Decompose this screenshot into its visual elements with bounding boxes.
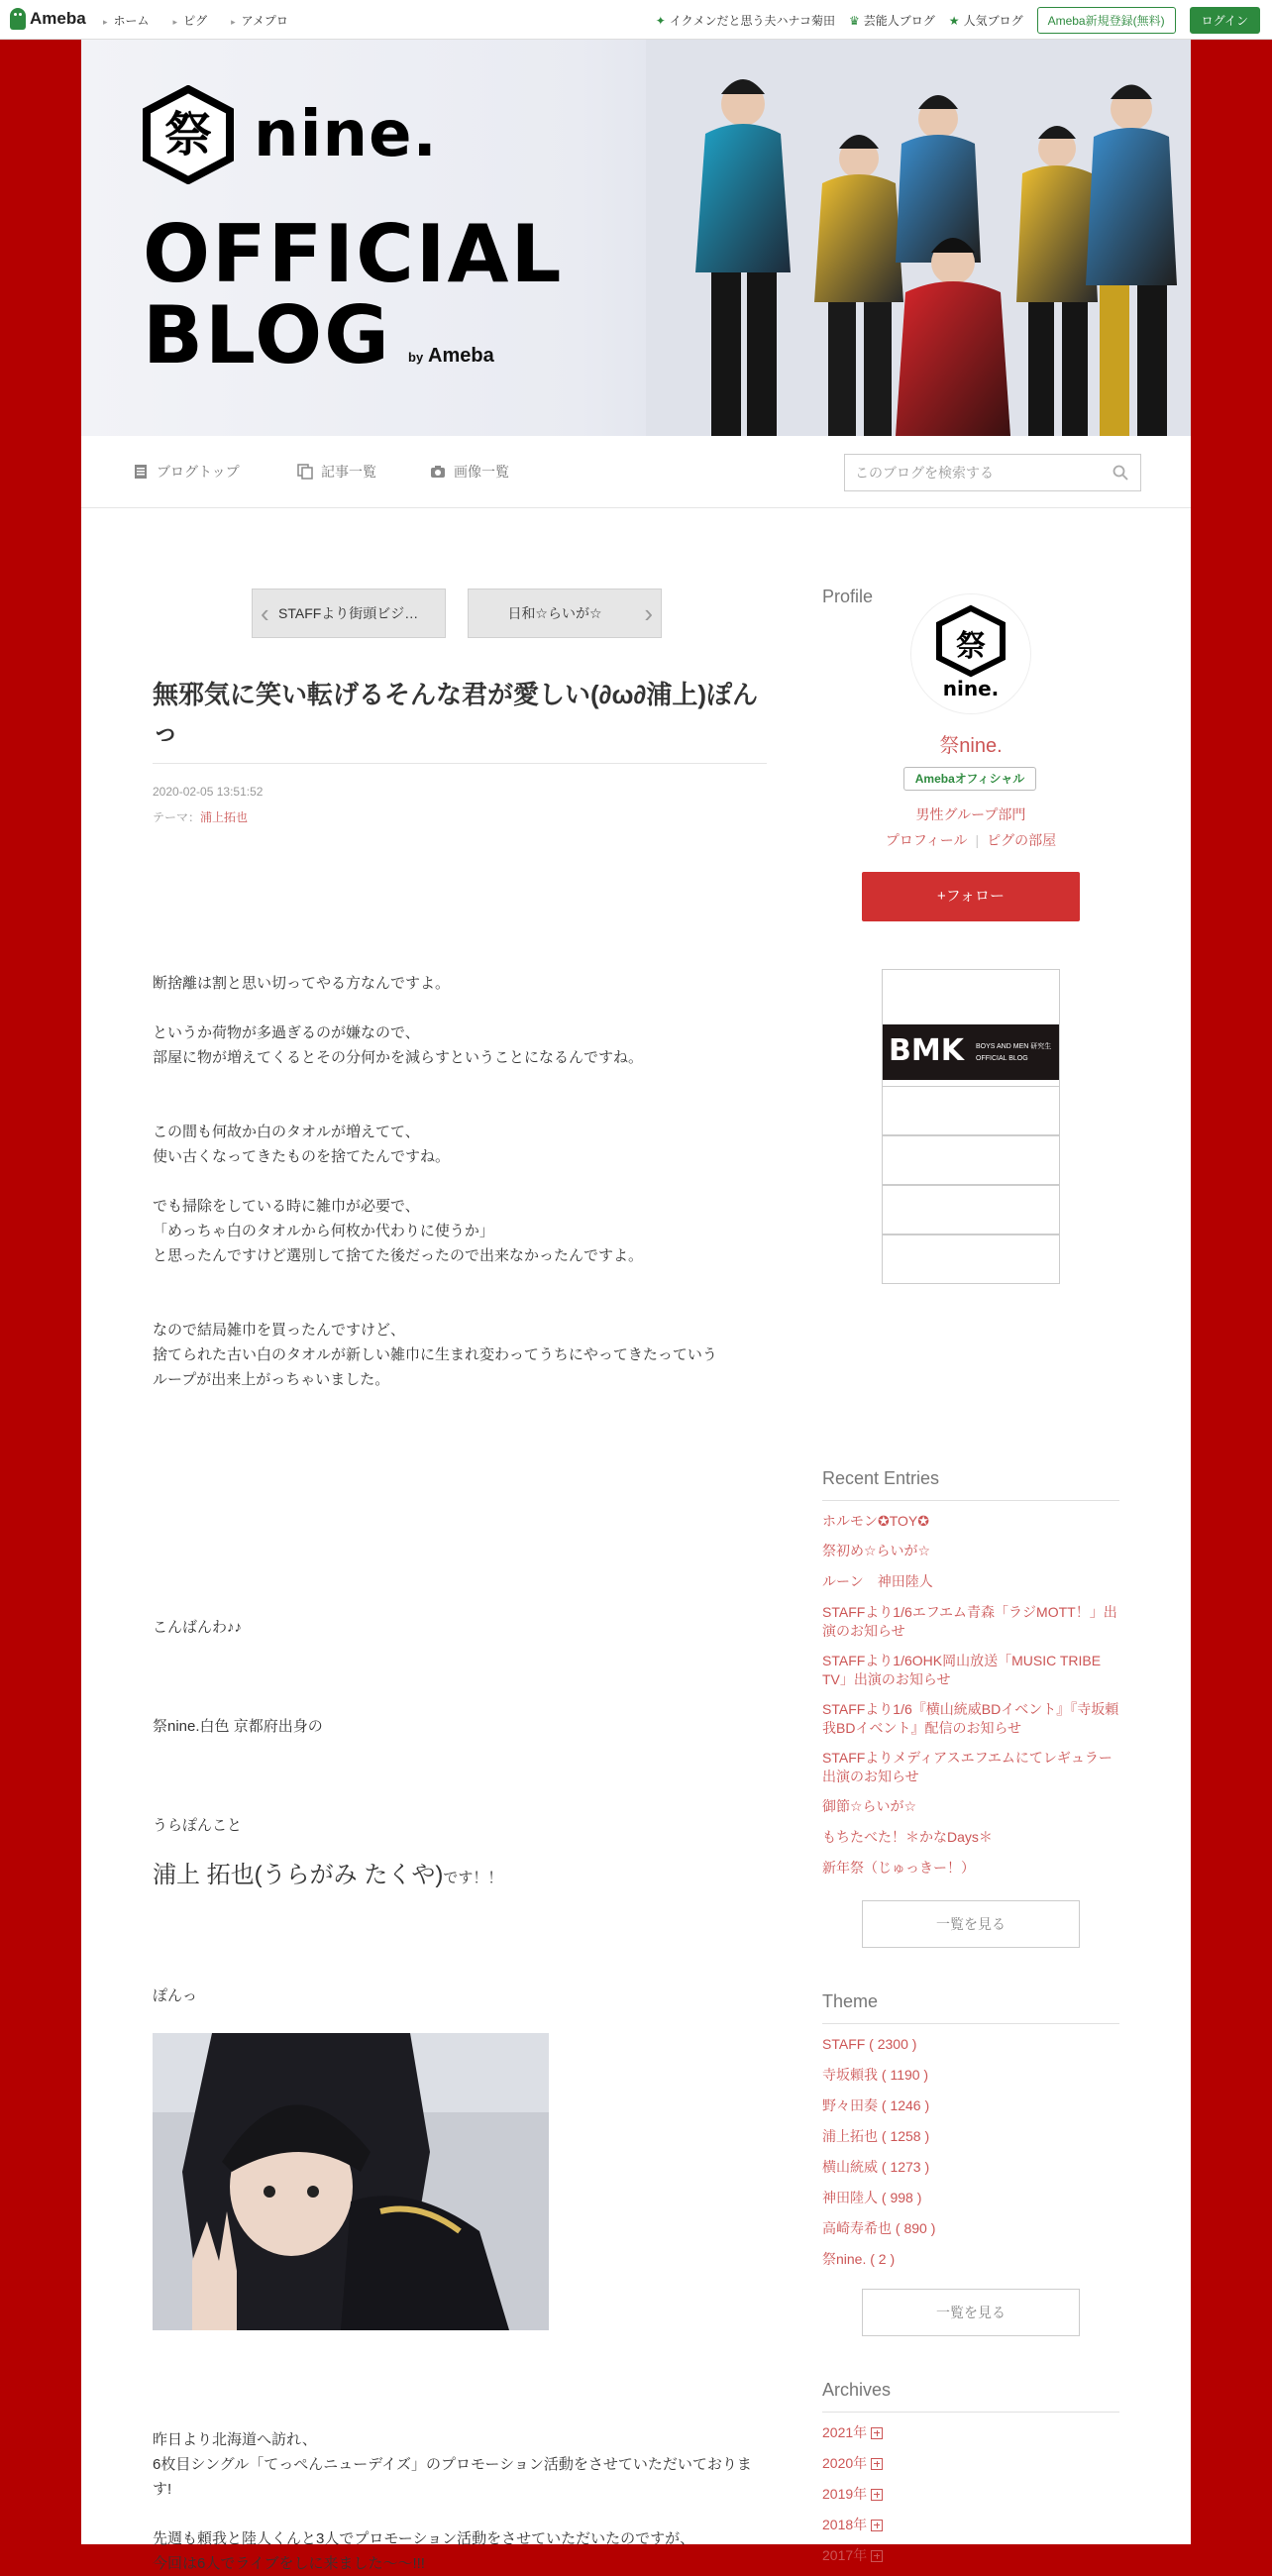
official-blog-title: OFFICIAL BLOG bbox=[143, 208, 564, 381]
recent-entry[interactable]: もちたべた！＊かなDays＊ bbox=[822, 1829, 993, 1845]
profile-avatar[interactable] bbox=[911, 594, 1030, 713]
pig-room-link[interactable]: ピグの部屋 bbox=[987, 832, 1057, 848]
expand-icon[interactable] bbox=[871, 2458, 883, 2470]
svg-text:BMK: BMK bbox=[889, 1033, 964, 1068]
paragraph: こんばんわ♪♪ bbox=[153, 1619, 243, 1636]
popular-blog-link[interactable]: ★ 人気ブログ bbox=[948, 13, 1023, 28]
profile-links: プロフィール | ピグの部屋 bbox=[885, 832, 1057, 848]
archive-year[interactable]: 2019年 bbox=[822, 2485, 1119, 2504]
article-theme: テーマ：浦上拓也 bbox=[153, 810, 249, 824]
profile-name[interactable]: 祭nine. bbox=[939, 735, 1003, 757]
global-right bbox=[656, 0, 1260, 40]
blog-nav bbox=[81, 436, 1191, 508]
paragraph: なので結局雑巾を買ったんですけど、 bbox=[153, 1322, 406, 1339]
recent-entry[interactable]: 御節☆らいが☆ bbox=[822, 1798, 917, 1814]
recent-entry[interactable]: 新年祭（じゅっきー！） bbox=[822, 1860, 975, 1876]
paragraph: と思ったんですけど選別して捨てた後だったので出来なかったんですよ。 bbox=[153, 1247, 644, 1264]
chevron-left-icon: ‹ bbox=[261, 598, 269, 628]
theme-item[interactable]: 浦上拓也 ( 1258 ) bbox=[822, 2128, 930, 2144]
paragraph: でも掃除をしている時に雑巾が必要で、 bbox=[153, 1198, 420, 1215]
archive-year[interactable]: 2017年 bbox=[822, 2546, 1119, 2565]
banner-slot[interactable] bbox=[882, 1086, 1060, 1135]
archive-year[interactable]: 2018年 bbox=[822, 2516, 1119, 2534]
expand-icon[interactable] bbox=[871, 2489, 883, 2501]
svg-text:BOYS AND MEN 研究生: BOYS AND MEN 研究生 bbox=[976, 1043, 1052, 1050]
recent-entry[interactable]: STAFFよりメディアスエフエムにてレギュラー出演のお知らせ bbox=[822, 1750, 1113, 1784]
theme-item[interactable]: STAFF ( 2300 ) bbox=[822, 2036, 917, 2052]
matsuri-hexagon-logo bbox=[139, 85, 238, 184]
profile-link[interactable]: プロフィール bbox=[885, 832, 968, 848]
next-article-button[interactable]: 日和☆らいが☆ › bbox=[468, 589, 662, 638]
recent-entry[interactable]: STAFFより1/6『横山統威BDイベント』『寺坂頼我BDイベント』配信のお知らせ bbox=[822, 1701, 1119, 1736]
svg-text:祭: 祭 bbox=[163, 107, 213, 162]
theme-item[interactable]: 神田陸人 ( 998 ) bbox=[822, 2190, 922, 2205]
recent-entry[interactable]: ホルモン✪TOY✪ bbox=[822, 1513, 929, 1529]
expand-icon[interactable] bbox=[871, 2550, 883, 2562]
paragraph: 昨日より北海道へ訪れ、 bbox=[153, 2431, 317, 2448]
global-bar bbox=[0, 0, 1272, 40]
banner-slot[interactable] bbox=[882, 1135, 1060, 1185]
article-date: 2020-02-05 13:51:52 bbox=[153, 785, 264, 799]
tab-blog-top[interactable]: ブログトップ bbox=[133, 462, 240, 482]
brand-name: nine. bbox=[254, 98, 438, 171]
paragraph: というか荷物が多過ぎるのが嫌なので、 bbox=[153, 1024, 420, 1041]
theme-item[interactable]: 高崎寿希也 ( 890 ) bbox=[822, 2220, 936, 2236]
paragraph: 断捨離は割と思い切ってやる方なんですよ。 bbox=[153, 975, 451, 992]
tab-article-list[interactable]: 記事一覧 bbox=[297, 462, 376, 482]
bmk-banner[interactable] bbox=[883, 1024, 1059, 1080]
group-members-photo bbox=[646, 40, 1191, 436]
ameba-logo[interactable]: Ameba bbox=[10, 8, 86, 30]
theme-more-button[interactable]: 一覧を見る bbox=[862, 2289, 1080, 2336]
paragraph: 先週も頼我と陸人くんと3人でプロモーション活動をさせていただいたのですが、 bbox=[153, 2530, 695, 2547]
official-badge: Amebaオフィシャル bbox=[903, 767, 1036, 791]
star-icon: ★ bbox=[948, 13, 960, 28]
theme-item[interactable]: 寺坂頼我 ( 1190 ) bbox=[822, 2067, 929, 2083]
paragraph: この間も何故か白のタオルが増えてて、 bbox=[153, 1124, 420, 1140]
paragraph: 捨てられた古い白のタオルが新しい雑巾に生まれ変わってうちにやってきたっていう bbox=[153, 1346, 717, 1363]
theme-item[interactable]: 祭nine. ( 2 ) bbox=[822, 2251, 896, 2267]
register-button[interactable]: Ameba新規登録(無料) bbox=[1037, 7, 1176, 34]
paragraph: 祭nine.白色 京都府出身の bbox=[153, 1718, 323, 1735]
celebrity-blog-link[interactable]: ♛ 芸能人ブログ bbox=[849, 13, 935, 28]
follow-button[interactable]: +フォロー bbox=[862, 872, 1080, 921]
svg-text:祭: 祭 bbox=[956, 629, 986, 664]
banner-slot[interactable] bbox=[882, 1234, 1060, 1284]
recent-more-button[interactable]: 一覧を見る bbox=[862, 1900, 1080, 1948]
recent-entry[interactable]: STAFFより1/6OHK岡山放送「MUSIC TRIBE TV」出演のお知らせ bbox=[822, 1653, 1102, 1687]
recent-entry[interactable]: STAFFより1/6エフエム青森「ラジMOTT！」出演のお知らせ bbox=[822, 1604, 1117, 1639]
document-icon bbox=[133, 464, 149, 480]
nav-pigg[interactable]: ▸ ピグ bbox=[173, 12, 208, 29]
camera-icon bbox=[430, 464, 446, 480]
title-divider bbox=[153, 763, 767, 764]
paragraph: 部屋に物が増えてくるとその分何かを減らすということになるんですね。 bbox=[153, 1049, 644, 1066]
archives-heading: Archives bbox=[822, 2380, 1119, 2401]
crown-icon: ♛ bbox=[849, 13, 860, 28]
search-input[interactable] bbox=[845, 455, 1103, 490]
chevron-right-icon: › bbox=[644, 598, 653, 628]
archive-year[interactable]: 2020年 bbox=[822, 2454, 1119, 2473]
expand-icon[interactable] bbox=[871, 2427, 883, 2439]
theme-heading: Theme bbox=[822, 1991, 1119, 2012]
login-button[interactable]: ログイン bbox=[1190, 7, 1260, 34]
blog-header[interactable] bbox=[81, 40, 1191, 436]
paragraph: 「めっちゃ白のタオルから何枚か代わりに使うか」 bbox=[153, 1223, 494, 1239]
banner-slot[interactable] bbox=[882, 1185, 1060, 1234]
prev-article-button[interactable]: ‹ STAFFより街頭ビジ… bbox=[252, 589, 446, 638]
sparkle-icon: ✦ bbox=[655, 13, 666, 28]
paragraph: 使い古くなってきたものを捨てたんですね。 bbox=[153, 1148, 451, 1165]
global-nav bbox=[103, 0, 288, 40]
paragraph: ぽんっ bbox=[153, 1987, 198, 2004]
paragraph: ループが出来上がっちゃいました。 bbox=[153, 1371, 390, 1388]
recent-entry[interactable]: ルーン 神田陸人 bbox=[822, 1573, 933, 1589]
article-photo[interactable] bbox=[153, 2033, 549, 2330]
theme-link[interactable]: 浦上拓也 bbox=[200, 810, 249, 824]
category-link[interactable]: 男性グループ部門 bbox=[915, 806, 1026, 822]
paragraph: 6枚目シングル「てっぺんニューデイズ」のプロモーション活動をさせていただいております! bbox=[153, 2456, 752, 2498]
blog-search bbox=[844, 454, 1141, 491]
theme-item[interactable]: 横山統威 ( 1273 ) bbox=[822, 2159, 930, 2175]
tab-image-list[interactable]: 画像一覧 bbox=[430, 462, 509, 482]
recent-entries-heading: Recent Entries bbox=[822, 1468, 1119, 1489]
article-title: 無邪気に笑い転げるそんな君が愛しい(∂ω∂浦上)ぽんっ bbox=[153, 680, 758, 747]
copy-icon bbox=[297, 464, 313, 480]
svg-text:nine.: nine. bbox=[942, 677, 1000, 700]
by-ameba: by Ameba bbox=[408, 345, 494, 367]
archive-year[interactable]: 2021年 bbox=[822, 2423, 1119, 2442]
expand-icon[interactable] bbox=[871, 2520, 883, 2531]
theme-item[interactable]: 野々田奏 ( 1246 ) bbox=[822, 2097, 930, 2113]
nav-amepro[interactable]: ▸ アメプロ bbox=[231, 12, 288, 29]
search-icon[interactable] bbox=[1113, 465, 1128, 481]
member-intro: 浦上 拓也(うらがみ たくや)です！！ bbox=[153, 1862, 503, 1888]
brand-logo bbox=[139, 85, 438, 184]
nav-home[interactable]: ▸ ホーム bbox=[103, 12, 150, 29]
paragraph: うらぽんこと bbox=[153, 1817, 243, 1834]
profile-heading: Profile bbox=[822, 587, 874, 606]
blog-page bbox=[81, 40, 1191, 2572]
svg-text:OFFICIAL BLOG: OFFICIAL BLOG bbox=[976, 1055, 1028, 1062]
featured-blog-link[interactable]: ✦ イクメンだと思う夫ハナコ菊田 bbox=[655, 13, 836, 28]
recent-entry[interactable]: 祭初め☆らいが☆ bbox=[822, 1543, 931, 1558]
paragraph: 今回は6人でライブをしに来ました〜〜!!! bbox=[153, 2555, 425, 2572]
ameba-mascot-icon bbox=[10, 8, 26, 30]
